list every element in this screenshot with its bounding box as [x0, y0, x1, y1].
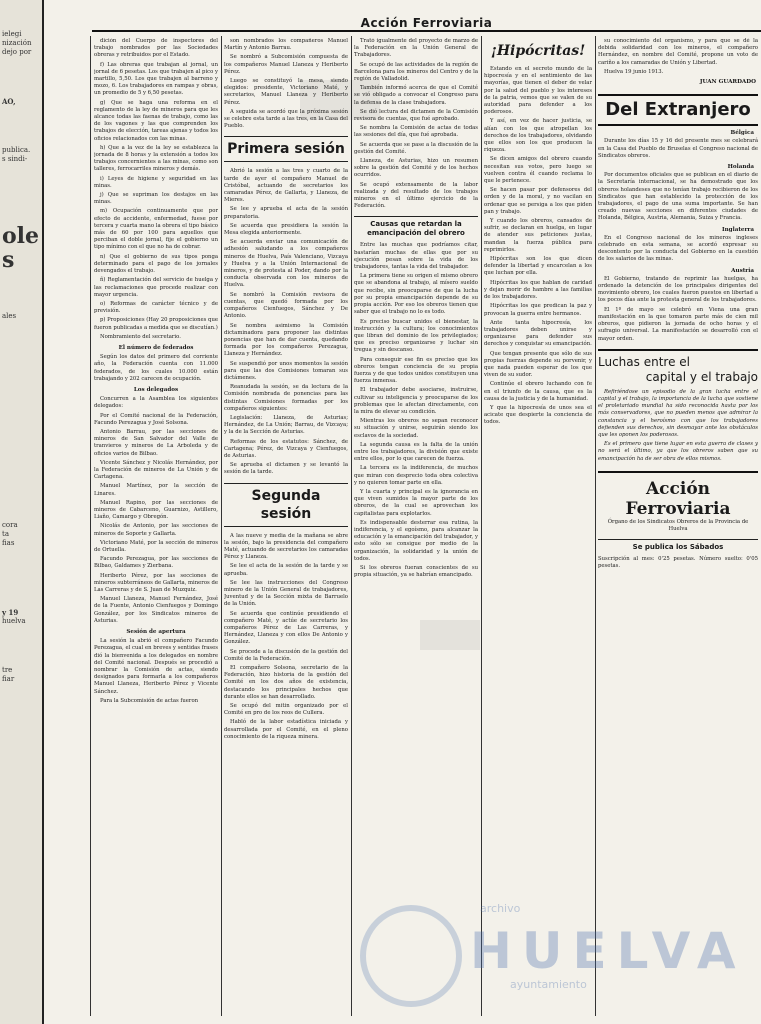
paragraph: o) Reformas de carácter técnico y de previsión.	[94, 300, 218, 315]
header-rule	[92, 30, 761, 32]
section-heading-extranjero: Del Extranjero	[598, 94, 758, 126]
country-heading: Austria	[731, 267, 754, 274]
paragraph: Se nombra la Comisión de actas de todas las sesiones del día, que fué aprobada.	[354, 125, 478, 139]
date-line: Huelva 19 junio 1913.	[604, 68, 664, 75]
paragraph: dición del Cuerpo de inspectores del trabajo nombrados por las Sociedades obreras y retribuidos por el Estado.	[94, 38, 218, 59]
strip-fragment: fiar	[2, 675, 15, 683]
paragraph: Se nombró a Subcomisión compuesta de los compañeros Manuel Llaneza y Heriberto Pérez.	[224, 54, 348, 75]
paragraph: Antonio Barrau, por las secciones de mineros de San Salvador del Valle de tranvieros y mineros de La Arboleda y de oficios varios de Bilbao.	[94, 428, 218, 457]
column-3	[354, 38, 478, 1013]
paragraph: La primera tiene su origen el mismo obrero que se abandona al trabajo, al mísero sueldo que recibe, sin preocuparse de que la lucha por su propia emancipación depende de su propia acción. Por eso los obreros tienen que saber que el trabajo no lo es todo.	[354, 273, 478, 316]
paragraph: f) Las obreras que trabajan al jornal, un jornal de 6 pesetas. Los que trabajen al pico y martillo, 5,50. Los que trabajen al barreno y mozo, 6. Los trabajadores en rampas y obras, un promedio de 5 y 6,50 pesetas.	[94, 61, 218, 97]
strip-fragment: ta	[2, 530, 9, 538]
paragraph: Reanudada la sesión, se da lectura de la Comisión nombrada de ponencias para las distintas Comisiones formadas por los compañeros siguientes:	[224, 384, 348, 412]
paragraph: Si los obreros fueran conscientes de su propia situación, ya se habrían emancipado.	[354, 565, 478, 579]
paragraph: p) Proposiciones (Hay 20 proposiciones que fueron publicadas a medida que se discutían.)	[94, 317, 218, 331]
paragraph: Por documentos oficiales que se publican en el diario de la Secretaría internacional, se ha demostrado que los obreros holandeses que no tenían trabajo recibieron de los Sindicatos que han establecido la protección de los trabajadores, el pago de una suma importante. Se han creado nuevas secciones en diferentes ciudades de Holanda, Bélgica, Austria, Alemania, Suiza y Francia.	[598, 172, 758, 222]
watermark-text: ayuntamiento	[510, 978, 587, 991]
paragraph: Legislación: Llaneza, de Asturias; Hernández, de La Unión; Barrau, de Vizcaya; y la de la Sección de Asturias.	[224, 414, 348, 436]
paragraph: Se nombró la Comisión revisora de cuentas, que quedó formada por los compañeros Cienfuegos, Sánchez y De Antonio.	[224, 291, 348, 320]
article-heading-luchas	[598, 349, 758, 385]
strip-fragment: tre	[2, 666, 13, 674]
paragraph: g) Que se haga una reforma en el reglamento de la ley de mineros para que les alcance todas las faenas de trabajo, como las de los vagones y las que comprenden los trabajos de elección, tareas ajenas y todos los oficios relacionados con las minas.	[94, 99, 218, 142]
strip-fragment: cora	[2, 521, 18, 529]
paragraph: Y la cuarta y principal es la ignorancia en que viven sumidos la mayor parte de los obreros, de la cual se aprovechan los capitalistas para explotarlos.	[354, 488, 478, 517]
strip-fragment: ielegi	[2, 30, 22, 38]
column-2	[224, 38, 348, 1013]
paragraph: Se ocupó extensamente de la labor realizada y del resultado de los trabajos mineros en el último ejercicio de la Federación.	[354, 181, 478, 210]
column-rule	[595, 36, 596, 1016]
paragraph: Manuel Llaneza, Manuel Fernández, José de la Fuente, Antonio Cienfuegos y Domingo González, por los Sindicatos mineros de Asturias.	[94, 596, 218, 624]
paragraph: El trabajador debe asociarse, instruirse, cultivar su inteligencia y preocuparse de los problemas que le afectan directamente, con la mira de elevar su condición.	[354, 387, 478, 415]
paragraph: Es preciso buscar unidos el bienestar, la instrucción y la cultura; los conocimientos que libran del dominio de los privilegiados; que es preciso organizarse y luchar sin tregua y sin descanso.	[354, 318, 478, 354]
paragraph: A las nueve y media de la mañana se abre la sesión, bajo la presidencia del compañero Maté, actuando de secretarios los camaradas Pérez y Llaneza.	[224, 532, 348, 561]
paragraph: Trató igualmente del proyecto de marzo de la Federación en la Unión General de Trabajadores.	[354, 38, 478, 59]
paragraph: Refiriéndose un episodio de la gran lucha entre el capital y el trabajo, la importancia de la lucha que sostiene el proletariado mundial ha sido reconocida hasta por los más conservadores, que no pueden menos que admirar la constancia y el heroísmo con que los trabajadores defienden sus derechos, sin desmayar ante los obstáculos que les oponen los poderosos.	[598, 388, 758, 438]
paragraph: La tercera es la indiferencia, de muchos que miran con desprecio toda obra colectiva y no quieren tomar parte en ella.	[354, 465, 478, 486]
paragraph: Heriberto Pérez, por las secciones de mineros subterráneos de Gallarta, mineros de Las Carreras y de S. Juan de Muzquiz.	[94, 572, 218, 594]
paragraph: Por el Comité nacional de la Federación, Facundo Perezagua y José Solsona.	[94, 412, 218, 426]
paper-stain	[420, 620, 480, 650]
paragraph: Nicolás de Antonio, por las secciones de mineros de Soporte y Gallarta.	[94, 523, 218, 537]
paragraph: Según los datos del primero del corriente año, la Federación cuenta con 11.000 federados, de los cuales 10.000 están trabajando y 202 carecen de ocupación.	[94, 354, 218, 382]
masthead-subtitle: Órgano de los Sindicatos Obreros de la Provincia de Huelva	[607, 518, 749, 532]
luchas-heading-line-2: capital y el trabajo	[645, 369, 758, 384]
paragraph: Se ocupó de las actividades de la región de Barcelona para los mineros del Centro y de la región de Valladolid.	[354, 61, 478, 83]
signature: JUAN GUARDADO	[699, 79, 756, 86]
watermark-text: HUELVA	[470, 922, 746, 980]
paragraph: Se aprueba el dictamen y se levantó la sesión de la tarde.	[224, 462, 348, 476]
paragraph: Y que la hipocresía de unos sea el acicate que despierte la conciencia de todos.	[484, 404, 592, 426]
paragraph: Entre las muchas que podríamos citar, bastarían muchas de ellas que por su ejecución pesan sobre la vida de los trabajadores, tantas la vida del trabajador.	[354, 242, 478, 271]
paragraph: Se lee el acta de la sesión de la tarde y se aprueba.	[224, 563, 348, 577]
paragraph: j) Que se supriman los destajos en las minas.	[94, 192, 218, 206]
paragraph: Mientras los obreros no sepan reconocer su situación y unirse, seguirán siendo los esclavos de la sociedad.	[354, 418, 478, 439]
column-rule	[481, 36, 482, 1016]
section-heading: Sesión de apertura	[126, 629, 186, 636]
paragraph: El compañero Solsona, secretario de la Federación, hizo historia de la gestión del Comité en los dos años de existencia, destacando los principales hechos que durante ellos se han desarrollado.	[224, 665, 348, 700]
archive-watermark	[360, 900, 760, 1010]
country-heading: Inglaterra	[721, 226, 754, 233]
paragraph: Manuel Martínez, por la sección de Linares.	[94, 483, 218, 497]
luchas-heading-line-1: Luchas entre el	[598, 354, 690, 369]
paragraph: n) Que el gobierno de sus tipos ponga determinado para el pago de los jornales devengados el trabajo.	[94, 253, 218, 275]
paragraph: Se dió lectura del dictamen de la Comisión revisora de cuentas, que fué aprobado.	[354, 108, 478, 123]
section-heading-primera-sesion: Primera sesión	[224, 136, 348, 162]
paragraph: Habló de la labor estadística iniciada y desarrollada por el Comité, en el pleno conocimiento de la riqueza minera.	[224, 719, 348, 740]
strip-fragment: AO,	[2, 97, 16, 106]
paragraph: Durante los días 15 y 16 del presente mes se celebrará en la Casa del Pueblo de Bruselas el Congreso nacional de Sindicatos obreros.	[598, 138, 758, 159]
paragraph: Que tengan presente que sólo de sus propias fuerzas depende su porvenir, y que nada pueden esperar de los que viven de su sudor.	[484, 350, 592, 379]
paragraph: su conocimiento del organismo, y para que se dé la debida solidaridad con los mineros, el compañero Hernández, en nombre del Comité, propone un voto de cariño a los camaradas de Unión y Libertad.	[598, 38, 758, 66]
column-4	[484, 38, 592, 1013]
paragraph: Se hacen pasar por defensores del orden y de la moral, y no vacilan en ordenar que se persiga a los que piden pan y trabajo.	[484, 187, 592, 215]
adjacent-page-strip	[0, 0, 44, 1024]
paragraph: Vicente Sánchez y Nicolás Hernández, por la Federación de mineros de La Unión y de Cartagena.	[94, 459, 218, 481]
paragraph: A seguida se acordó que la próxima sesión se celebre esta tarde a las tres, en la Casa del Pueblo.	[224, 108, 348, 130]
paragraph: Hipócritas son los que dicen defender la libertad y encarcelan a los que luchan por ella.	[484, 256, 592, 277]
paragraph: Se acuerda que presidiera la sesión la Mesa elegida anteriormente.	[224, 222, 348, 237]
paragraph: Se acuerda que se pase a la discusión de la gestión del Comité.	[354, 141, 478, 155]
section-heading-segunda-sesion: Segunda sesión	[224, 483, 348, 527]
paragraph: Y así, en vez de hacer justicia, se alían con los que atropellan los derechos de los trabajadores, olvidando que ellos son los que producen la riqueza.	[484, 118, 592, 154]
strip-fragment: nización	[2, 39, 32, 47]
paragraph: ñ) Reglamentación del servicio de huelga y las reclamaciones que procede realizar con mayor urgencia.	[94, 277, 218, 298]
strip-fragment: fias	[2, 539, 15, 547]
paragraph: Se acuerda que continúe presidiendo el compañero Maté, y actúe de secretario los compañeros Pérez de Las Carreras, y Hernández, Llaneza y con ellos De Antonio y González.	[224, 610, 348, 646]
watermark-text: archivo	[480, 902, 521, 915]
paragraph: h) Que a la vez de la ley se establezca la jornada de 8 horas y la extensión a todos los trabajos concernientes a las minas, como son talleres, ferrocarriles mineros y demás.	[94, 144, 218, 173]
paragraph: Se dicen amigos del obrero cuando necesitan sus votos, pero luego se vuelven contra él cuando reclama lo que le pertenece.	[484, 156, 592, 185]
paragraph: i) Leyes de higiene y seguridad en las minas.	[94, 175, 218, 189]
strip-fragment: publica.	[2, 146, 31, 154]
paragraph: Abrió la sesión a las tres y cuarto de la tarde de ayer el compañero Manuel de Cristóbal, actuando de secretarios los camaradas Pérez, de Gallarta, y Llaneza, de Mieres.	[224, 168, 348, 204]
paragraph: Manuel Rapino, por las secciones de mineros de Cabarceno, Guarnizo, Astillero, Liaño, Camargo y Obregón.	[94, 499, 218, 521]
publication-frequency: Se publica los Sábados	[598, 539, 758, 552]
paragraph: Ante tanta hipocresía, los trabajadores deben unirse y organizarse para defender sus derechos y conquistar su emancipación.	[484, 319, 592, 348]
paragraph: Para la Subcomisión de actas fueron	[100, 697, 199, 704]
paragraph: El Gobierno, tratando de reprimir las huelgas, ha ordenado la detención de los principales dirigentes del movimiento obrero, los cuales fueron puestos en libertad a los pocos días ante la protesta general de los trabajadores.	[598, 275, 758, 304]
masthead-title: Acción Ferroviaria	[598, 471, 758, 519]
paragraph: Nombramiento del secretario.	[100, 333, 181, 340]
page-header	[92, 12, 761, 38]
paragraph: También informó acerca de que el Comité se vió obligado a convocar el Congreso para la defensa de la clase trabajadora.	[354, 85, 478, 106]
country-heading: Bélgica	[730, 130, 754, 137]
paragraph: Reformas de los estatutos: Sánchez, de Cartagena; Pérez, de Vizcaya y Cienfuegos, de Asturias.	[224, 438, 348, 459]
paragraph: Se procede a la discusión de la gestión del Comité de la Federación.	[224, 648, 348, 662]
strip-fragment: oles	[2, 223, 40, 273]
column-rule	[351, 36, 352, 1016]
paragraph: Se suspendió por unos momentos la sesión para que las dos Comisiones tomaran sus dictámenes.	[224, 360, 348, 381]
column-rule	[90, 36, 91, 1016]
paragraph: Para conseguir ese fin es preciso que los obreros tengan conciencia de su propia fuerza y de que todos unidos constituyen una fuerza inmensa.	[354, 356, 478, 385]
paragraph: Hipócritas los que predican la paz y provocan la guerra entre hermanos.	[484, 303, 592, 317]
paragraph: Es indispensable desterrar esa rutina, la indiferencia, y el egoísmo, para alcanzar la educación y la emancipación del trabajador, y esto sólo se consigue por medio de la organización, la solidaridad y la unión de todos.	[354, 519, 478, 562]
article-heading-causas: Causas que retardan la emancipación del obrero	[354, 216, 478, 238]
seal-icon	[360, 905, 462, 1007]
paragraph: La segunda causa es la falta de la unión entre los trabajadores, la división que existe entre ellos, por lo que carecen de fuerza.	[354, 441, 478, 463]
paragraph: Facundo Perezagua, por las secciones de Bilbao, Galdames y Zierbana.	[94, 556, 218, 570]
paragraph: Se lee las instrucciones del Congreso minero de la Unión General de trabajadores, Juventud y de la Sección mixta de Barruelo de la Unión.	[224, 579, 348, 608]
paragraph: Y cuando los obreros, cansados de sufrir, se declaran en huelga, en lugar de atender sus peticiones justas, mandan la fuerza pública para reprimirlos.	[484, 218, 592, 253]
strip-fragment: dejo por	[2, 48, 32, 56]
paragraph: Se nombra asimismo la Comisión dictaminadora para proponer las distintas ponencias que han de dar cuenta, quedando formada por los compañeros Perezagua, Llaneza y Hernández.	[224, 322, 348, 358]
paragraph: La sesión la abrió el compañero Facundo Perezagua, el cual en breves y sentidas frases dió la bienvenida a los delegados en nombre del Comité nacional. Después se procedió a nombrar la Comisión de actas, siendo designados para formarla a los compañeros Manuel Llaneza, Heriberto Pérez y Vicente Sánchez.	[94, 638, 218, 695]
paragraph: Se ocupó del mitin organizado por el Comité en pro de los reos de Cullera.	[224, 703, 348, 717]
paragraph: En el Congreso nacional de los mineros ingleses celebrado en esta semana, se acordó expresar su descontento por la conducta del Gobierno en la cuestión de los salarios de las minas.	[598, 234, 758, 263]
paragraph: son nombrados los compañeros Manuel Martín y Antonio Barrau.	[224, 38, 348, 52]
column-rule	[221, 36, 222, 1016]
paper-stain	[300, 80, 380, 120]
column-5	[598, 38, 758, 1013]
paragraph: Concurren a la Asamblea los siguientes delegados:	[94, 396, 218, 410]
article-heading-hipocritas: ¡Hipócritas!	[490, 43, 586, 59]
header-title: Acción Ferroviaria	[360, 16, 493, 30]
paragraph: Se acuerda enviar una comunicación de adhesión saludando a los compañeros mineros de Huelva, País Valenciano, Vizcaya y Huelva y a la Unión Internacional de mineros, y de protesta al Poder, dando por la conducta observada con los mineros de Huelva.	[224, 239, 348, 289]
strip-fragment: y 19	[2, 608, 19, 617]
subscription-info: Suscripción al mes: 0'25 pesetas. Número suelto: 0'05 pesetas.	[598, 556, 758, 570]
strip-fragment: ales	[2, 312, 17, 320]
column-1	[94, 38, 218, 1013]
country-heading: Holanda	[727, 164, 754, 171]
paragraph: Llaneza, de Asturias, hizo un resumen sobre la gestión del Comité y de los hechos ocurridos.	[354, 158, 478, 179]
paragraph: Es el primero que tiene lugar en esta guerra de clases y no será el último, ya que los obreros saben que su emancipación ha de ser obra de ellos mismos.	[598, 441, 758, 462]
paragraph: El 1º de mayo se celebró en Viena una gran manifestación en la que tomaron parte más de cien mil obreros, que pidieron la jornada de ocho horas y el sufragio universal. La manifestación se desarrolló con el mayor orden.	[598, 306, 758, 342]
section-heading: El número de federados	[118, 344, 194, 351]
strip-fragment: huelva	[2, 617, 26, 625]
section-heading: Los delegados	[133, 386, 179, 393]
paragraph: Continúe el obrero luchando con fe en el triunfo de la causa, que es la causa de la justicia y de la humanidad.	[484, 381, 592, 402]
paragraph: Victoriano Maté, por la sección de mineros de Ortuella.	[94, 539, 218, 553]
paragraph: Luego se constituyó la mesa, siendo elegidos: presidente, Victoriano Maté, y secretarios, Manuel Llaneza y Heriberto Pérez.	[224, 78, 348, 106]
paragraph: Se lee y aprueba el acta de la sesión preparatoria.	[224, 206, 348, 220]
strip-fragment: s sindi-	[2, 155, 28, 163]
paragraph: Hipócritas los que hablan de caridad y dejan morir de hambre a las familias de los trabajadores.	[484, 279, 592, 301]
paragraph: Estando en el secreto mundo de la hipocresía y en el sentimiento de las mayorías, que tienen el deber de velar por la salud del pueblo y los intereses de la patria, vemos que se valen de su autoridad para defender a los poderosos.	[484, 66, 592, 116]
paragraph: m) Ocupación continuamente que por efecto de accidente, enfermedad, fuese por tercera y cuarta mano la obrera el tipo básico más de 60 por 100 para aquellos que perciban el doble jornal, fije el gobierno un tipo mínimo con el que no ha de cobrar.	[94, 208, 218, 251]
